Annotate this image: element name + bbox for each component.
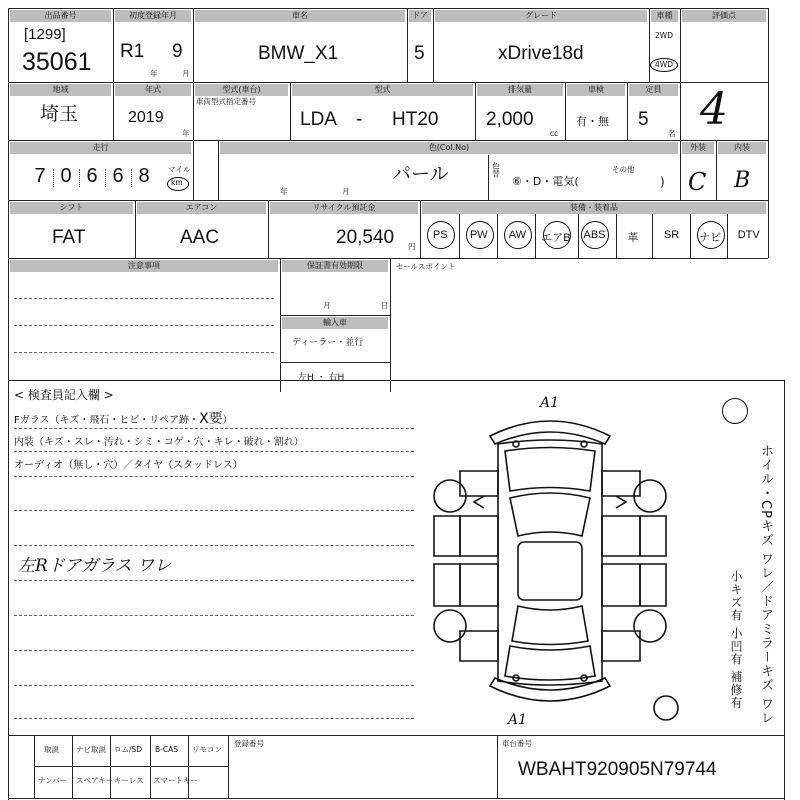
- header-import: 輸入車: [282, 317, 388, 329]
- model-year-unit: 年: [182, 129, 190, 138]
- inspection-value: 有・無: [576, 115, 609, 128]
- equipment-item: [421, 212, 460, 258]
- header-sales-point: セールスポイント: [396, 262, 456, 271]
- displacement-unit: cc: [550, 129, 559, 138]
- first-reg-era: R1: [120, 41, 145, 62]
- equipment-label: PW: [469, 229, 488, 241]
- header-equipment: 装備・装着品: [422, 202, 766, 214]
- equipment-label: ABS: [583, 229, 606, 241]
- model-prefix: LDA: [300, 109, 337, 130]
- footer-reg-label: 登録番号: [234, 739, 264, 748]
- header-drive: 車種: [651, 10, 678, 22]
- first-reg-month-unit: 月: [182, 69, 190, 78]
- warranty-day: 日: [381, 301, 389, 310]
- header-warranty: 保証書有効期限: [282, 260, 388, 272]
- color-side-label: 色替: [491, 162, 501, 177]
- lot-number: 35061: [22, 48, 92, 76]
- aircon-value: AAC: [180, 227, 220, 248]
- drive-2wd: 2WD: [655, 31, 673, 40]
- footer-item-remote: リモコン: [192, 745, 222, 754]
- first-reg-year-unit: 年: [150, 69, 158, 78]
- mileage-digit: 6: [112, 165, 124, 187]
- inspector-line-2: 内装（キズ・スレ・汚れ・シミ・コゲ・穴・キレ・破れ・割れ）: [14, 437, 304, 448]
- equipment-item: [537, 212, 576, 258]
- date-year-unit: 年: [280, 187, 288, 196]
- color-other-label: その他: [612, 165, 635, 174]
- model-year-value: 2019: [128, 109, 164, 126]
- model-code: HT20: [392, 109, 439, 130]
- mileage-digit-separator: [131, 169, 132, 187]
- recycle-value: 20,540: [336, 227, 395, 248]
- mileage-digits: [30, 165, 170, 191]
- equipment-row: [421, 212, 768, 258]
- footer-item-nav-manual: ナビ取説: [76, 745, 106, 754]
- header-type-note: 型式(車台): [195, 84, 288, 96]
- first-reg-month: 9: [172, 41, 183, 62]
- car-grade: xDrive18d: [498, 43, 584, 64]
- header-model-year: 年式: [115, 84, 191, 96]
- inspector-line-1-pre: Fガラス（キズ・飛石・ヒビ・リペア跡・: [14, 415, 200, 426]
- diagram-rear-mark: A1: [508, 712, 528, 728]
- region-value: 埼玉: [40, 104, 79, 125]
- header-lot-no: 出品番号: [10, 10, 111, 22]
- equipment-label: 革: [627, 232, 639, 244]
- capacity-unit: 名: [668, 129, 676, 138]
- equipment-item: [729, 212, 768, 258]
- interior-grade: B: [734, 168, 751, 193]
- header-interior: 内装: [718, 142, 766, 154]
- equipment-item: [498, 212, 537, 258]
- car-name: BMW_X1: [258, 43, 339, 64]
- color-close: ): [660, 175, 665, 189]
- exterior-grade: C: [688, 168, 707, 196]
- header-mileage: 走行: [10, 142, 191, 154]
- header-displacement: 排気量: [477, 84, 563, 96]
- import-type: ディーラー・並行: [292, 338, 364, 348]
- footer-item-keyless: キーレス: [114, 776, 144, 785]
- side-note: ホイル・CPキズ ワレ／ドアミラーキズ ワレ: [758, 444, 773, 726]
- car-diagram: [420, 396, 680, 731]
- mileage-digit: 8: [138, 165, 150, 187]
- header-capacity: 定員: [629, 84, 678, 96]
- footer-item-spare-key: スペアキー: [76, 776, 114, 785]
- type-note-label: 車両型式指定番号: [196, 97, 256, 106]
- mileage-digit: 0: [60, 165, 72, 187]
- equipment-label: PS: [432, 229, 448, 241]
- mileage-digit-separator: [79, 169, 80, 187]
- date-month-unit: 月: [342, 187, 350, 196]
- score-value: 4: [700, 84, 728, 135]
- mileage-unit-mile: マイル: [168, 165, 191, 174]
- recycle-unit: 円: [408, 242, 416, 251]
- equipment-item: [575, 212, 614, 258]
- equipment-label: ナビ: [699, 232, 722, 244]
- equipment-item: [652, 212, 691, 258]
- mileage-digit: 7: [34, 165, 46, 187]
- inspector-line-3: オーディオ（無し・穴）／タイヤ（スタッドレス）: [14, 460, 243, 471]
- shift-value: FAT: [52, 227, 86, 248]
- handwritten-note: 左Rドアガラス ワレ: [18, 556, 172, 576]
- mileage-digit-separator: [105, 169, 106, 187]
- header-car-name: 車名: [195, 10, 405, 22]
- equipment-item: [460, 212, 499, 258]
- header-color: 色(Col.No): [220, 142, 678, 154]
- header-shift: シフト: [10, 202, 133, 214]
- header-first-reg: 初度登録年月: [115, 10, 191, 22]
- warranty-month: 月: [323, 301, 331, 310]
- displacement-value: 2,000: [486, 109, 534, 130]
- diagram-front-mark: A1: [540, 395, 560, 411]
- header-inspection: 車検: [567, 84, 625, 96]
- equipment-item: [614, 212, 653, 258]
- capacity-value: 5: [638, 109, 649, 130]
- model-sep: -: [356, 109, 363, 130]
- inspector-line-1-mark: X要: [199, 411, 223, 427]
- footer-item-rom-sd: ロム/SD: [114, 745, 143, 754]
- footer-chassis-label: 車台番号: [502, 739, 532, 748]
- chassis-number: WBAHT920905N79744: [518, 759, 717, 780]
- header-exterior: 外装: [682, 142, 714, 154]
- header-model-code: 型式: [292, 84, 473, 96]
- equipment-label: エアB: [541, 232, 571, 244]
- inspector-line-1: [14, 412, 233, 426]
- mileage-digit: 6: [86, 165, 98, 187]
- ok-stamp: [722, 398, 748, 424]
- footer-item-bcas: B-CAS: [155, 745, 178, 754]
- equipment-label: SR: [663, 229, 680, 241]
- header-aircon: エアコン: [137, 202, 266, 214]
- footer-item-smart-key: スマートキー: [153, 776, 198, 785]
- equipment-label: AW: [508, 229, 527, 241]
- header-grade: グレード: [435, 10, 647, 22]
- equipment-item: [691, 212, 730, 258]
- footer-item-manual: 取説: [44, 745, 59, 754]
- color-elec-label: ⑥・D・電気(: [512, 175, 579, 188]
- equipment-label: DTV: [737, 229, 760, 241]
- header-score: 評価点: [682, 10, 766, 22]
- header-notes: 注意事項: [10, 260, 278, 272]
- car-doors: 5: [414, 43, 425, 64]
- lot-code: [1299]: [24, 26, 66, 43]
- color-name: パール: [392, 164, 449, 185]
- footer-item-plate: ナンバー: [38, 776, 68, 785]
- side-note-2: 小キズ有 小凹有 補修有: [729, 570, 743, 710]
- inspector-title: < 検査員記入欄 >: [14, 388, 114, 402]
- import-steering: 左H ・ 右H: [298, 373, 345, 383]
- mileage-digit-separator: [53, 169, 54, 187]
- inspector-line-1-post: ）: [222, 415, 233, 426]
- header-doors: ドア: [409, 10, 431, 22]
- header-region: 地域: [10, 84, 111, 96]
- header-recycle: リサイクル預託金: [270, 202, 418, 214]
- mileage-unit-km: km: [171, 178, 183, 187]
- drive-4wd: 4WD: [655, 60, 673, 69]
